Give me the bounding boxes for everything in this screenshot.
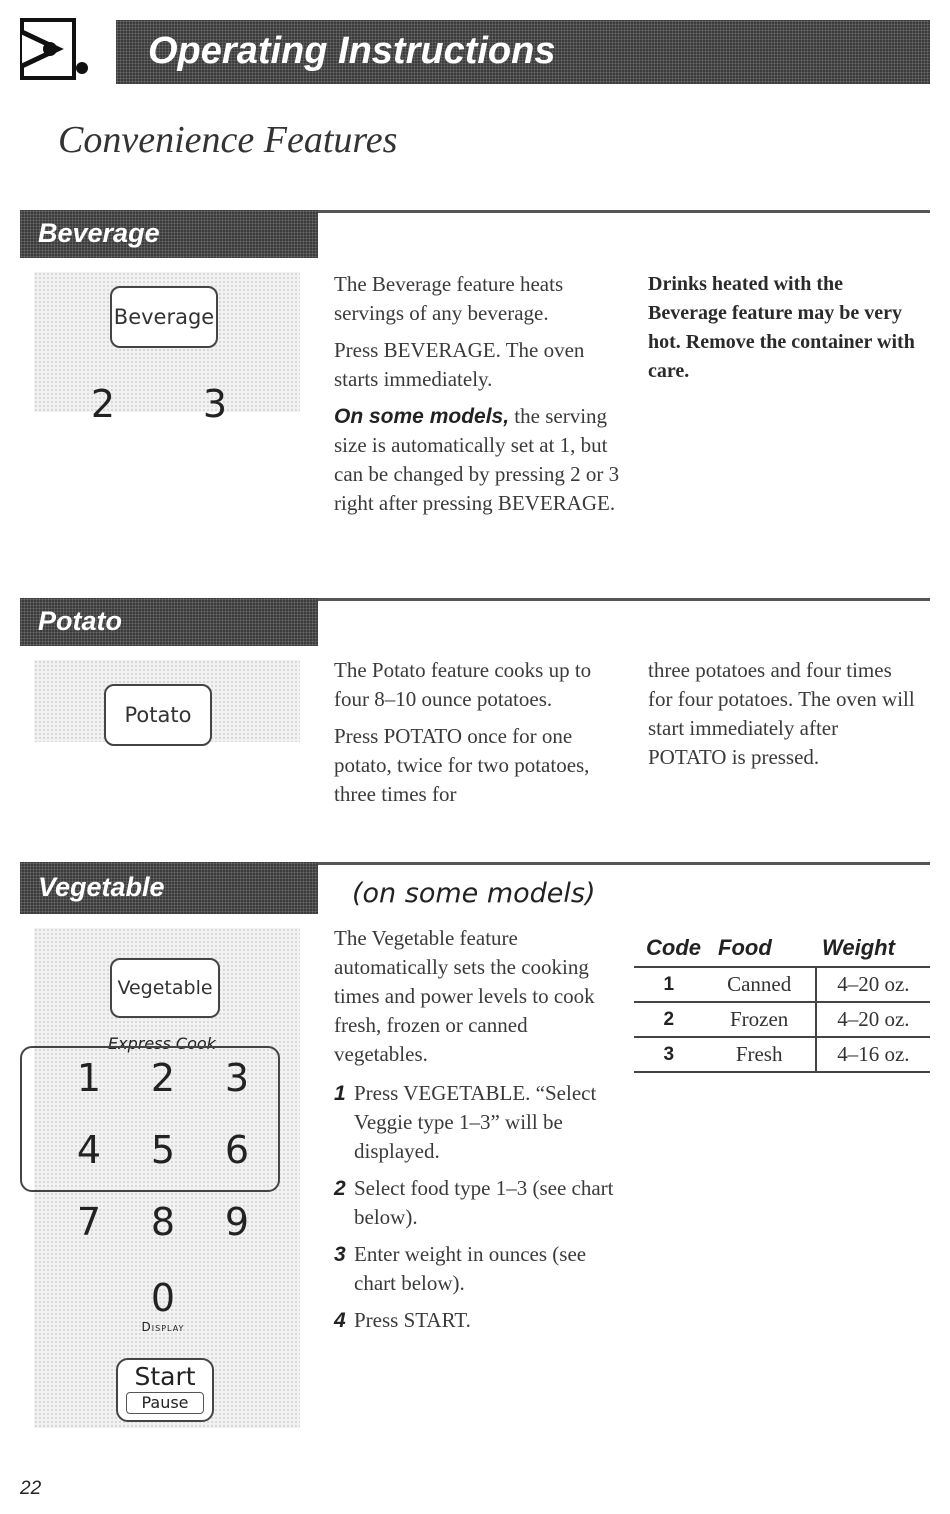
- table-row: [634, 1038, 930, 1073]
- models-paragraph: [334, 402, 620, 518]
- section-title: Vegetable: [38, 872, 165, 902]
- express-cook-label: Express Cook: [108, 1034, 216, 1053]
- step: [334, 1240, 616, 1298]
- paragraph: The Vegetable feature automatically sets the cooking times and power levels to cook fresh, frozen or canned vegetables.: [334, 926, 595, 1066]
- safety-note: Drinks heated with the Beverage feature may be very hot. Remove the container with care.: [648, 273, 915, 382]
- step-number: 4: [334, 1309, 346, 1332]
- paragraph: Press POTATO once for one potato, twice for two potatoes, three times for: [334, 724, 590, 806]
- header-icon: [20, 18, 90, 80]
- section-title: Beverage: [38, 218, 160, 248]
- paragraph: three potatoes and four times for four potatoes. The oven will start immediately after POTATO is pressed.: [648, 658, 915, 769]
- section-title: Potato: [38, 606, 122, 636]
- vegetable-body: [334, 924, 616, 1343]
- digit-1[interactable]: 1: [76, 1056, 102, 1100]
- page-number: 22: [20, 1478, 42, 1499]
- table-row: [634, 968, 930, 1003]
- section-rule: [318, 598, 930, 601]
- vegetable-button[interactable]: [110, 958, 220, 1018]
- food-cell: Canned: [727, 972, 792, 996]
- display-label: Display: [141, 1320, 185, 1334]
- digit-3[interactable]: 3: [224, 1056, 250, 1100]
- code-cell: 3: [663, 1043, 675, 1065]
- start-label: Start: [134, 1362, 196, 1391]
- paragraph: The Potato feature cooks up to four 8–10 ounce potatoes.: [334, 658, 592, 711]
- section-rule: [318, 210, 930, 213]
- beverage-body: [334, 270, 620, 526]
- digit-8[interactable]: 8: [150, 1200, 176, 1244]
- digit-6[interactable]: 6: [224, 1128, 250, 1172]
- food-cell: Frozen: [729, 1007, 789, 1031]
- digit-0[interactable]: 0: [150, 1276, 176, 1320]
- digit-9[interactable]: 9: [224, 1200, 250, 1244]
- step: [334, 1174, 616, 1232]
- code-cell: 1: [663, 973, 675, 995]
- digit-5[interactable]: 5: [150, 1128, 176, 1172]
- vegetable-chart: [634, 930, 930, 1073]
- models-lead: On some models,: [334, 405, 510, 428]
- beverage-button[interactable]: [110, 286, 218, 348]
- digit-2[interactable]: 2: [150, 1056, 176, 1100]
- pause-label: Pause: [126, 1392, 204, 1414]
- food-cell: Fresh: [735, 1042, 783, 1066]
- step-number: 1: [334, 1082, 346, 1105]
- potato-body-col1: [334, 656, 614, 817]
- step-text: Enter weight in ounces (see chart below).: [354, 1242, 587, 1295]
- column-header-code: Code: [646, 935, 701, 960]
- step-number: 2: [334, 1177, 346, 1200]
- button-label: Beverage: [113, 305, 215, 329]
- table-header: [634, 930, 930, 968]
- code-cell: 2: [663, 1008, 675, 1030]
- weight-cell: 4–20 oz.: [815, 968, 930, 1001]
- page-title: Operating Instructions: [148, 30, 556, 72]
- digit-7[interactable]: 7: [76, 1200, 102, 1244]
- step-text: Press START.: [354, 1308, 471, 1332]
- step: [334, 1079, 616, 1166]
- digit-4[interactable]: 4: [76, 1128, 102, 1172]
- button-label: Potato: [124, 703, 192, 727]
- weight-cell: 4–20 oz.: [815, 1003, 930, 1036]
- weight-cell: 4–16 oz.: [815, 1038, 930, 1071]
- section-rule: [318, 862, 930, 865]
- step-number: 3: [334, 1243, 346, 1266]
- column-header-food: Food: [718, 935, 772, 960]
- section-header-potato: [20, 598, 318, 646]
- page-subtitle: Convenience Features: [58, 119, 398, 161]
- potato-panel: [34, 660, 300, 742]
- start-pause-button[interactable]: [116, 1358, 214, 1422]
- models-text: the serving size is automatically set at 1, but can be changed by pressing 2 or 3 right after pressing BEVERAGE.: [334, 404, 620, 515]
- step: [334, 1306, 616, 1335]
- paragraph: Press BEVERAGE. The oven starts immediately.: [334, 338, 585, 391]
- section-subtitle: (on some models): [352, 878, 596, 909]
- section-header-vegetable: [20, 862, 318, 914]
- potato-body-col2: [648, 656, 918, 780]
- beverage-panel: [34, 272, 300, 426]
- digit-3[interactable]: 3: [202, 382, 228, 426]
- digit-2[interactable]: 2: [90, 382, 116, 426]
- potato-button[interactable]: [104, 684, 212, 746]
- button-label: Vegetable: [117, 977, 213, 999]
- header-bar: [116, 20, 930, 84]
- section-header-beverage: [20, 210, 318, 258]
- table-row: [634, 1003, 930, 1038]
- step-text: Press VEGETABLE. “Select Veggie type 1–3” will be displayed.: [354, 1081, 597, 1163]
- keypad-panel: [34, 928, 300, 1428]
- column-header-weight: Weight: [822, 935, 895, 960]
- paragraph: The Beverage feature heats servings of any beverage.: [334, 272, 564, 325]
- step-text: Select food type 1–3 (see chart below).: [354, 1176, 614, 1229]
